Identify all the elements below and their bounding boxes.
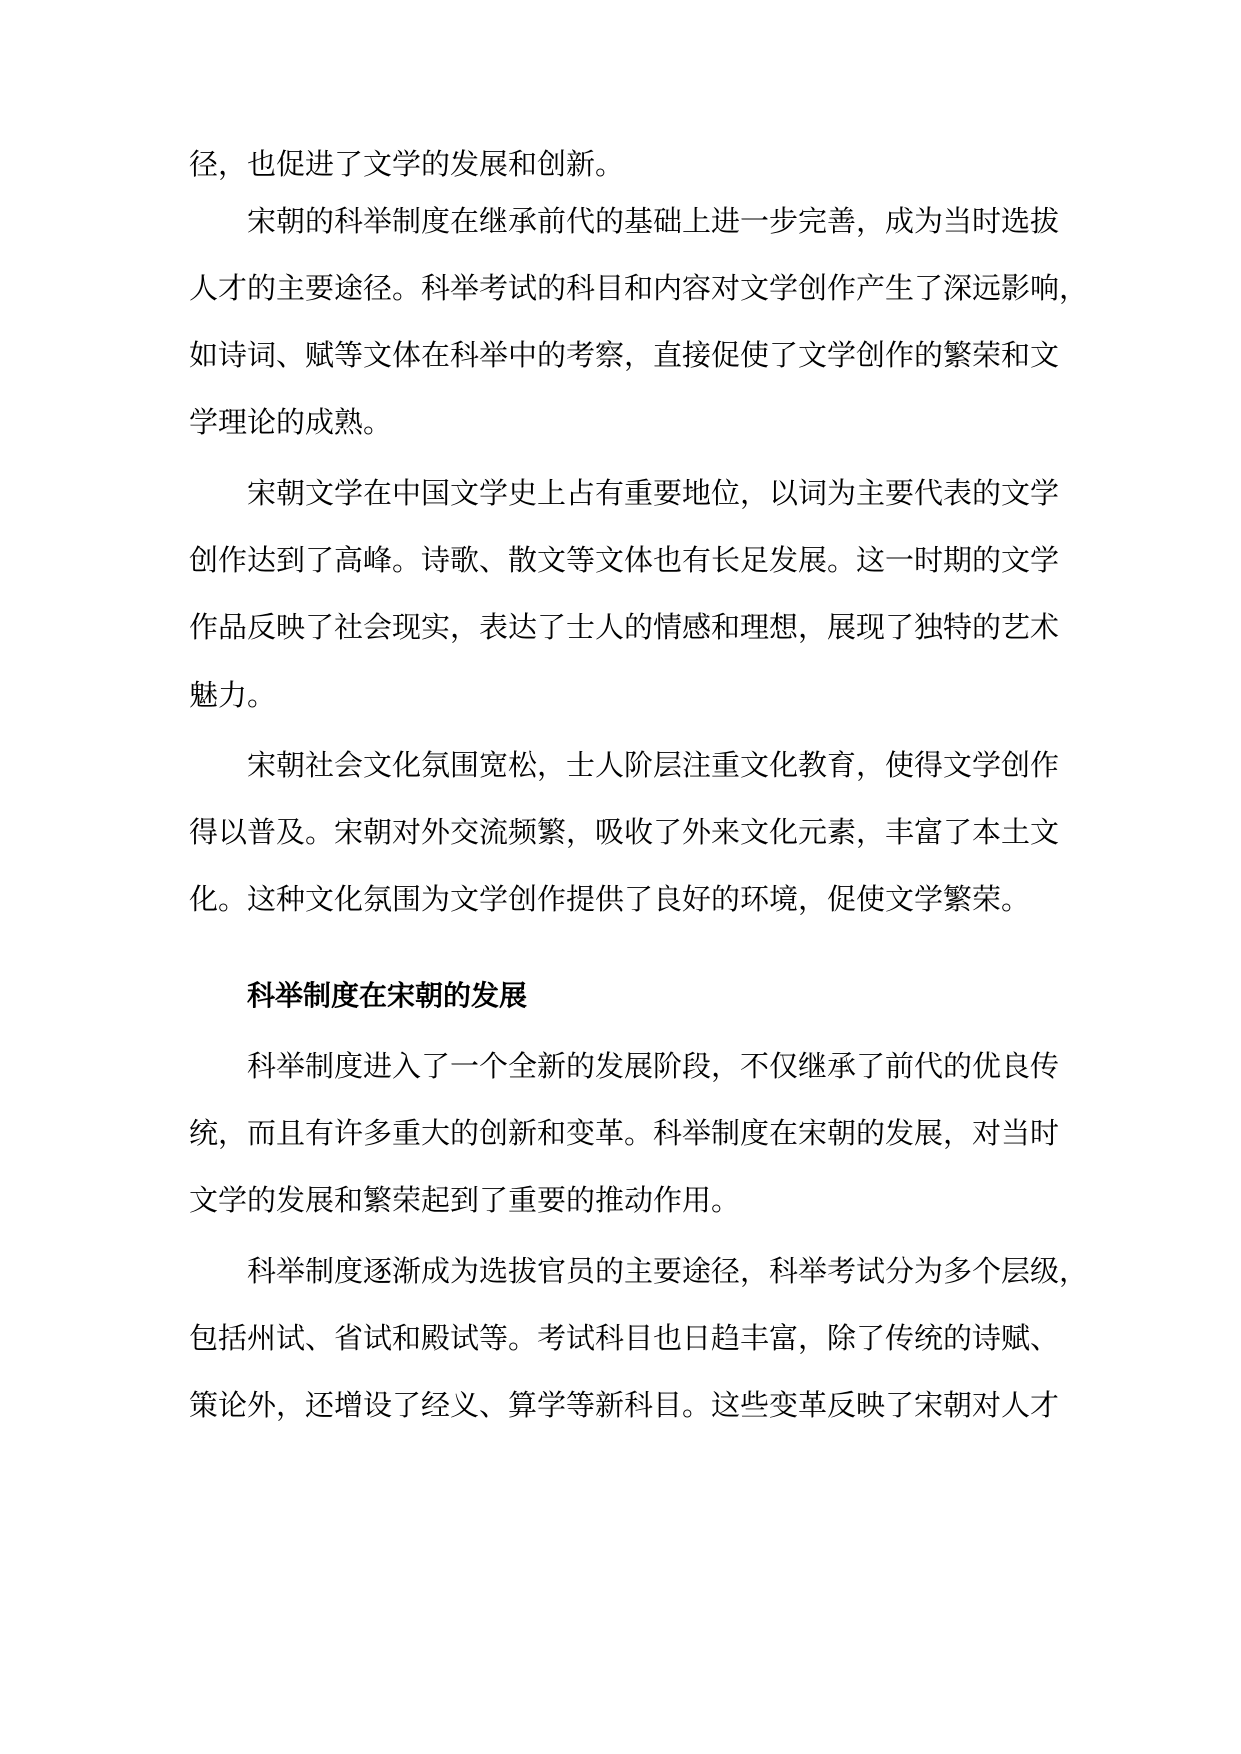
text-line: 如诗词、赋等文体在科举中的考察，直接促使了文学创作的繁荣和文 [189, 338, 1060, 372]
paragraph-first-line: 宋朝的科举制度在继承前代的基础上进一步完善，成为当时选拔 [247, 204, 1060, 238]
text-line: 策论外，还增设了经义、算学等新科目。这些变革反映了宋朝对人才 [189, 1388, 1060, 1422]
paragraph-first-line: 科举制度进入了一个全新的发展阶段，不仅继承了前代的优良传 [247, 1049, 1060, 1083]
text-line: 创作达到了高峰。诗歌、散文等文体也有长足发展。这一时期的文学 [189, 543, 1060, 577]
paragraph-first-line: 宋朝文学在中国文学史上占有重要地位，以词为主要代表的文学 [247, 476, 1060, 510]
text-line: 作品反映了社会现实，表达了士人的情感和理想，展现了独特的艺术 [189, 610, 1060, 644]
paragraph-first-line: 科举制度逐渐成为选拔官员的主要途径，科举考试分为多个层级， [247, 1254, 1089, 1288]
text-line: 人才的主要途径。科举考试的科目和内容对文学创作产生了深远影响， [189, 271, 1089, 305]
text-line: 文学的发展和繁荣起到了重要的推动作用。 [189, 1183, 741, 1217]
text-line: 化。这种文化氛围为文学创作提供了良好的环境，促使文学繁荣。 [189, 882, 1031, 916]
text-line: 得以普及。宋朝对外交流频繁，吸收了外来文化元素，丰富了本土文 [189, 815, 1060, 849]
text-line: 学理论的成熟。 [189, 405, 393, 439]
text-line: 包括州试、省试和殿试等。考试科目也日趋丰富，除了传统的诗赋、 [189, 1321, 1060, 1355]
section-heading: 科举制度在宋朝的发展 [247, 979, 528, 1012]
text-line: 统，而且有许多重大的创新和变革。科举制度在宋朝的发展，对当时 [189, 1116, 1060, 1150]
text-line: 径，也促进了文学的发展和创新。 [189, 147, 625, 181]
text-line: 魅力。 [189, 678, 277, 712]
paragraph-first-line: 宋朝社会文化氛围宽松，士人阶层注重文化教育，使得文学创作 [247, 748, 1060, 782]
